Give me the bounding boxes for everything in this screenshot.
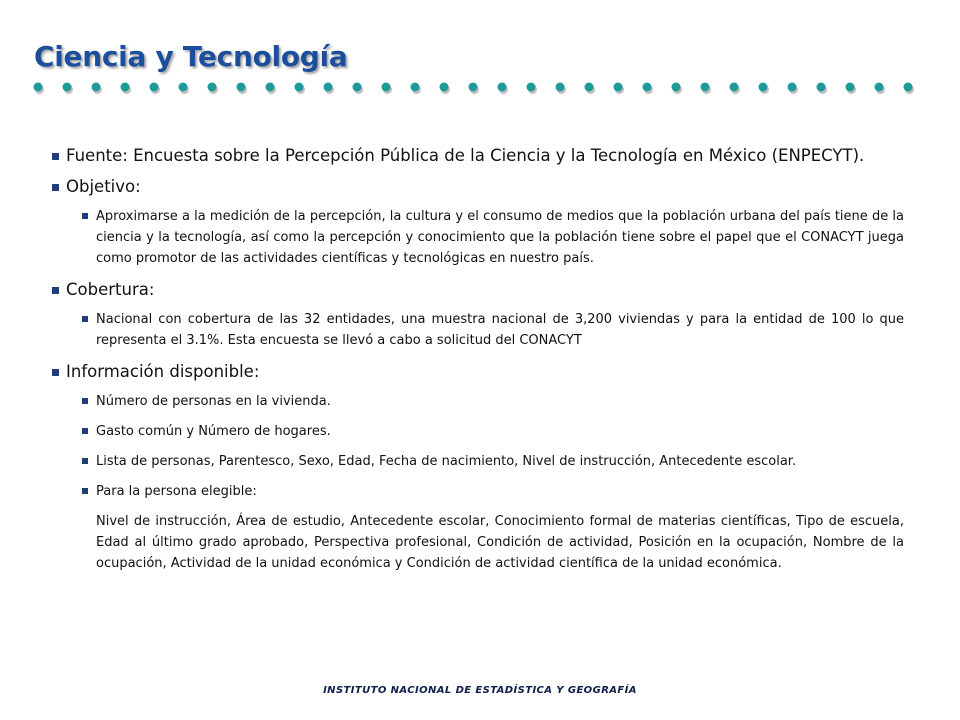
sub-bullet-elegible <box>82 481 904 502</box>
dot <box>875 83 884 92</box>
fuente-text: Fuente: Encuesta sobre la Percepción Pública de la Ciencia y la Tecnología en México (ENPECYT). <box>66 146 865 165</box>
dot <box>788 83 797 92</box>
bullet-icon <box>52 369 59 376</box>
bullet-icon <box>82 428 88 434</box>
elegible-text: Para la persona elegible: <box>96 484 257 499</box>
lista-text: Lista de personas, Parentesco, Sexo, Edad, Fecha de nacimiento, Nivel de instrucción, Antecedente escolar. <box>96 454 797 469</box>
sub-bullet-lista <box>82 451 904 472</box>
dot <box>643 83 652 92</box>
dot <box>585 83 594 92</box>
bullet-informacion <box>52 360 904 383</box>
dot <box>324 83 333 92</box>
bullet-icon <box>82 213 88 219</box>
bullet-objetivo <box>52 175 904 198</box>
dot <box>63 83 72 92</box>
dot <box>295 83 304 92</box>
sub-bullet-personas <box>82 391 904 412</box>
dot <box>150 83 159 92</box>
bullet-cobertura <box>52 278 904 301</box>
dot <box>440 83 449 92</box>
sub-bullet-gasto <box>82 421 904 442</box>
dot <box>904 83 913 92</box>
dot <box>527 83 536 92</box>
dot <box>411 83 420 92</box>
bullet-icon <box>52 184 59 191</box>
footer-institution: INSTITUTO NACIONAL DE ESTADÍSTICA Y GEOGRAFÍA <box>323 685 637 696</box>
sub-bullet-cobertura-text <box>82 309 904 351</box>
dot <box>817 83 826 92</box>
dot <box>701 83 710 92</box>
bullet-icon <box>52 287 59 294</box>
cobertura-text: Nacional con cobertura de las 32 entidades, una muestra nacional de 3,200 viviendas y para la entidad de 100 lo que representa el 3.1%. Esta encuesta se llevó a cabo a solicitud del CONACYT <box>96 312 904 348</box>
personas-text: Número de personas en la vivienda. <box>96 394 331 409</box>
decorative-dot-line <box>30 78 940 98</box>
dot <box>730 83 739 92</box>
dot <box>353 83 362 92</box>
dot <box>237 83 246 92</box>
bullet-icon <box>82 488 88 494</box>
dot <box>179 83 188 92</box>
objetivo-heading: Objetivo: <box>66 177 141 196</box>
dot <box>469 83 478 92</box>
dot <box>382 83 391 92</box>
dot <box>34 83 43 92</box>
dot <box>92 83 101 92</box>
bullet-icon <box>82 398 88 404</box>
dot <box>266 83 275 92</box>
dot <box>121 83 130 92</box>
content-body <box>52 144 904 574</box>
bullet-fuente <box>52 144 904 167</box>
cobertura-heading: Cobertura: <box>66 280 155 299</box>
bullet-icon <box>82 458 88 464</box>
gasto-text: Gasto común y Número de hogares. <box>96 424 331 439</box>
dot <box>672 83 681 92</box>
dot <box>846 83 855 92</box>
dot <box>759 83 768 92</box>
page-title: Ciencia y Tecnología <box>34 40 348 73</box>
dot <box>614 83 623 92</box>
elegible-detail: Nivel de instrucción, Área de estudio, Antecedente escolar, Conocimiento formal de materias científicas, Tipo de escuela, Edad al último grado aprobado, Perspectiva profesional, Condición de actividad, Posición en la ocupación, Nombre de la ocupación, Actividad de la unidad económica y Condición de actividad científica de la unidad económica. <box>96 514 904 571</box>
dot <box>556 83 565 92</box>
dot <box>498 83 507 92</box>
objetivo-text: Aproximarse a la medición de la percepción, la cultura y el consumo de medios que la población urbana del país tiene de la ciencia y la tecnología, así como la percepción y conocimiento que la población tiene sobre el papel que el CONACYT juega como promotor de las actividades científicas y tecnológicas en nuestro país. <box>96 209 904 266</box>
bullet-icon <box>52 153 59 160</box>
dot <box>208 83 217 92</box>
sub-bullet-objetivo-text <box>82 206 904 269</box>
bullet-icon <box>82 316 88 322</box>
informacion-heading: Información disponible: <box>66 362 260 381</box>
